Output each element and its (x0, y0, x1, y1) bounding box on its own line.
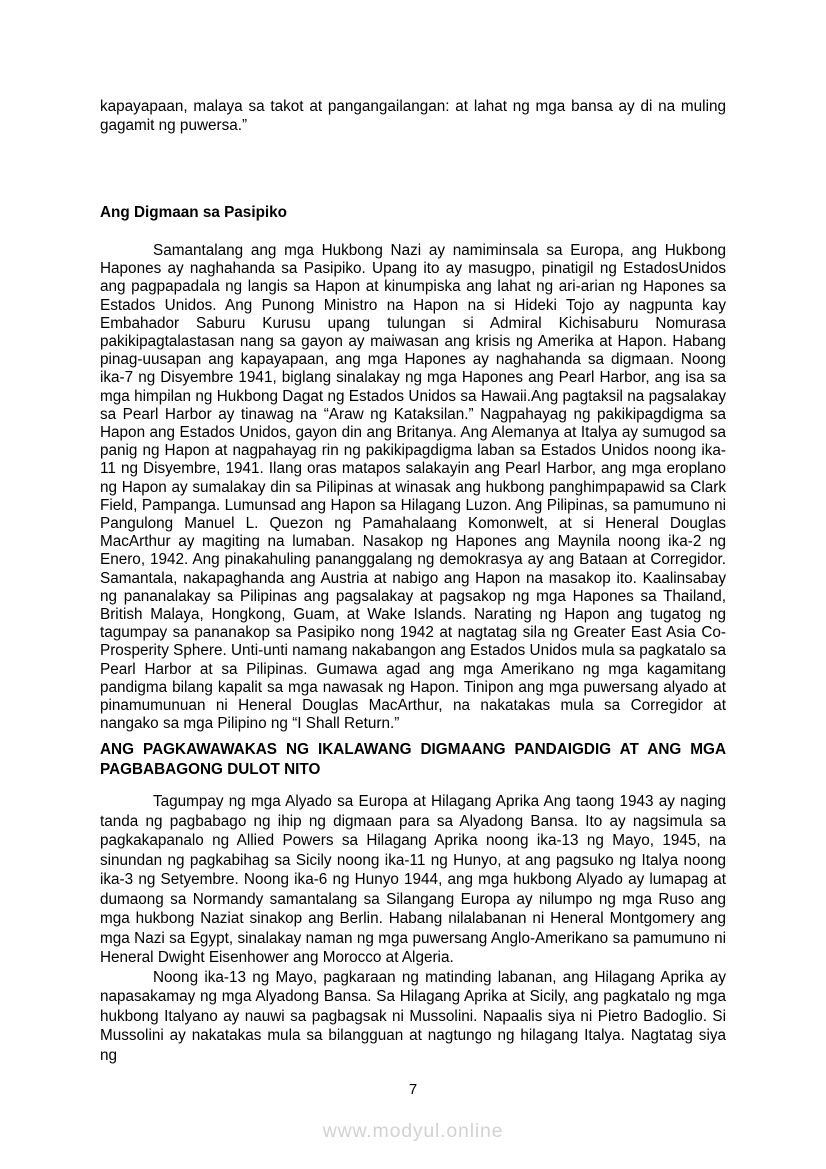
paragraph-tagumpay-ng-alyado: Tagumpay ng mga Alyado sa Europa at Hilagang Aprika Ang taong 1943 ay naging tanda ng pagbabago ng ihip ng digmaan para sa Alyadong Bansa. Ito ay nagsimula sa pagkakapanalo ng Allied Powers sa Hilagang Aprika noong ika-13 ng Mayo, 1945, na sinundan ng pagkabihag sa Sicily noong ika-11 ng Hunyo, at ang pagsuko ng Italya noong ika-3 ng Setyembre. Noong ika-6 ng Hunyo 1944, ang mga hukbong Alyado ay lumapag at dumaong sa Normandy samantalang sa Silangang Europa ay nilumpo ng mga Ruso ang mga hukbong Naziat sinakop ang Berlin. Habang nilalabanan ni Heneral Montgomery ang mga Nazi sa Egypt, sinalakay naman ng mga puwersang Anglo-Amerikano sa pamumuno ni Heneral Dwight Eisenhower ang Morocco at Algeria. (100, 793, 726, 967)
section-heading-line-1: ANG PAGKAWAWAKAS NG IKALAWANG DIGMAANG PANDAIGDIG AT ANG MGA (100, 741, 726, 759)
section-heading-pagkawawakas (100, 740, 726, 779)
section-heading-digmaan-sa-pasipiko: Ang Digmaan sa Pasipiko (100, 204, 288, 221)
paragraph-hilagang-aprika: Noong ika-13 ng Mayo, pagkaraan ng matinding labanan, ang Hilagang Aprika ay napasakamay ng mga Alyadong Bansa. Sa Hilagang Aprika at Sicily, ang pagkatalo ng mga hukbong Italyano ay nauwi sa pagbagsak ni Mussolini. Napaalis siya ni Pietro Badoglio. Si Mussolini ay nakatakas mula sa bilangguan at nagtungo ng hilagang Italya. Nagtatag siya ng (100, 968, 726, 1064)
section-heading-line-2: PAGBABAGONG DULOT NITO (100, 760, 321, 778)
watermark-text: www.modyul.online (322, 1120, 504, 1142)
page-content (100, 0, 726, 1065)
paragraph-digmaan-sa-pasipiko: Samantalang ang mga Hukbong Nazi ay namiminsala sa Europa, ang Hukbong Hapones ay naghahanda sa Pasipiko. Upang ito ay masugpo, pinatigil ng EstadosUnidos ang pagpapadala ng langis sa Hapon at kinumpiska ang lahat ng ari-arian ng Hapones sa Estados Unidos. Ang Punong Ministro na Hapon na si Hideki Tojo ay nagpunta kay Embahador Saburu Kurusu upang tulungan si Admiral Kichisaburu Nomurasa pakikipagtalastasan nang sa gayon ay maiwasan ang krisis ng Amerika at Hapon. Habang pinag-uusapan ang kapayapaan, ang mga Hapones ay naghahanda sa digmaan. Noong ika-7 ng Disyembre 1941, biglang sinalakay ng mga Hapones ang Pearl Harbor, ang isa sa mga himpilan ng Hukbong Dagat ng Estados Unidos sa Hawaii.Ang pagtaksil na pagsalakay sa Pearl Harbor ay tinawag na “Araw ng Kataksilan.” Nagpahayag ng pakikipagdigma sa Hapon ang Estados Unidos, gayon din ang Britanya. Ang Alemanya at Italya ay sumugod sa panig ng Hapon at nagpahayag rin ng pakikipagdigma laban sa Estados Unidos noong ika-11 ng Disyembre, 1941. Ilang oras matapos salakayin ang Pearl Harbor, ang mga eroplano ng Hapon ay sumalakay din sa Pilipinas at winasak ang hukbong panghimpapawid sa Clark Field, Pampanga. Lumunsad ang Hapon sa Hilagang Luzon. Ang Pilipinas, sa pamumuno ni Pangulong Manuel L. Quezon ng Pamahalaang Komonwelt, at si Heneral Douglas MacArthur ay magiting na lumaban. Nasakop ng Hapones ang Maynila noong ika-2 ng Enero, 1942. Ang pinakahuling pananggalang ng demokrasya ay ang Bataan at Corregidor. Samantala, nakapaghanda ang Austria at nabigo ang Hapon na masakop ito. Kaalinsabay ng pananalakay sa Pilipinas ang pagsalakay at pagsakop ng mga Hapones sa Thailand, British Malaya, Hongkong, Guam, at Wake Islands. Narating ng Hapon ang tugatog ng tagumpay sa pananakop sa Pasipiko nong 1942 at nagtatag sila ng Greater East Asia Co-Prosperity Sphere. Unti-unti namang nakabangon ang Estados Unidos mula sa pagkatalo sa Pearl Harbor at sa Pilipinas. Gumawa agad ang mga Amerikano ng mga kagamitang pandigma bilang kapalit sa mga nawasak ng Hapon. Tinipon ang mga puwersang alyado at pinamumunuan ni Heneral Douglas MacArthur, na nakatakas mula sa Corregidor at nangako sa mga Pilipino ng “I Shall Return.” (100, 242, 726, 733)
paragraph-continuation-quote: kapayapaan, malaya sa takot at pangangailangan: at lahat ng mga bansa ay di na muling gagamit ng puwersa.” (100, 98, 726, 134)
page-number: 7 (408, 1081, 418, 1098)
